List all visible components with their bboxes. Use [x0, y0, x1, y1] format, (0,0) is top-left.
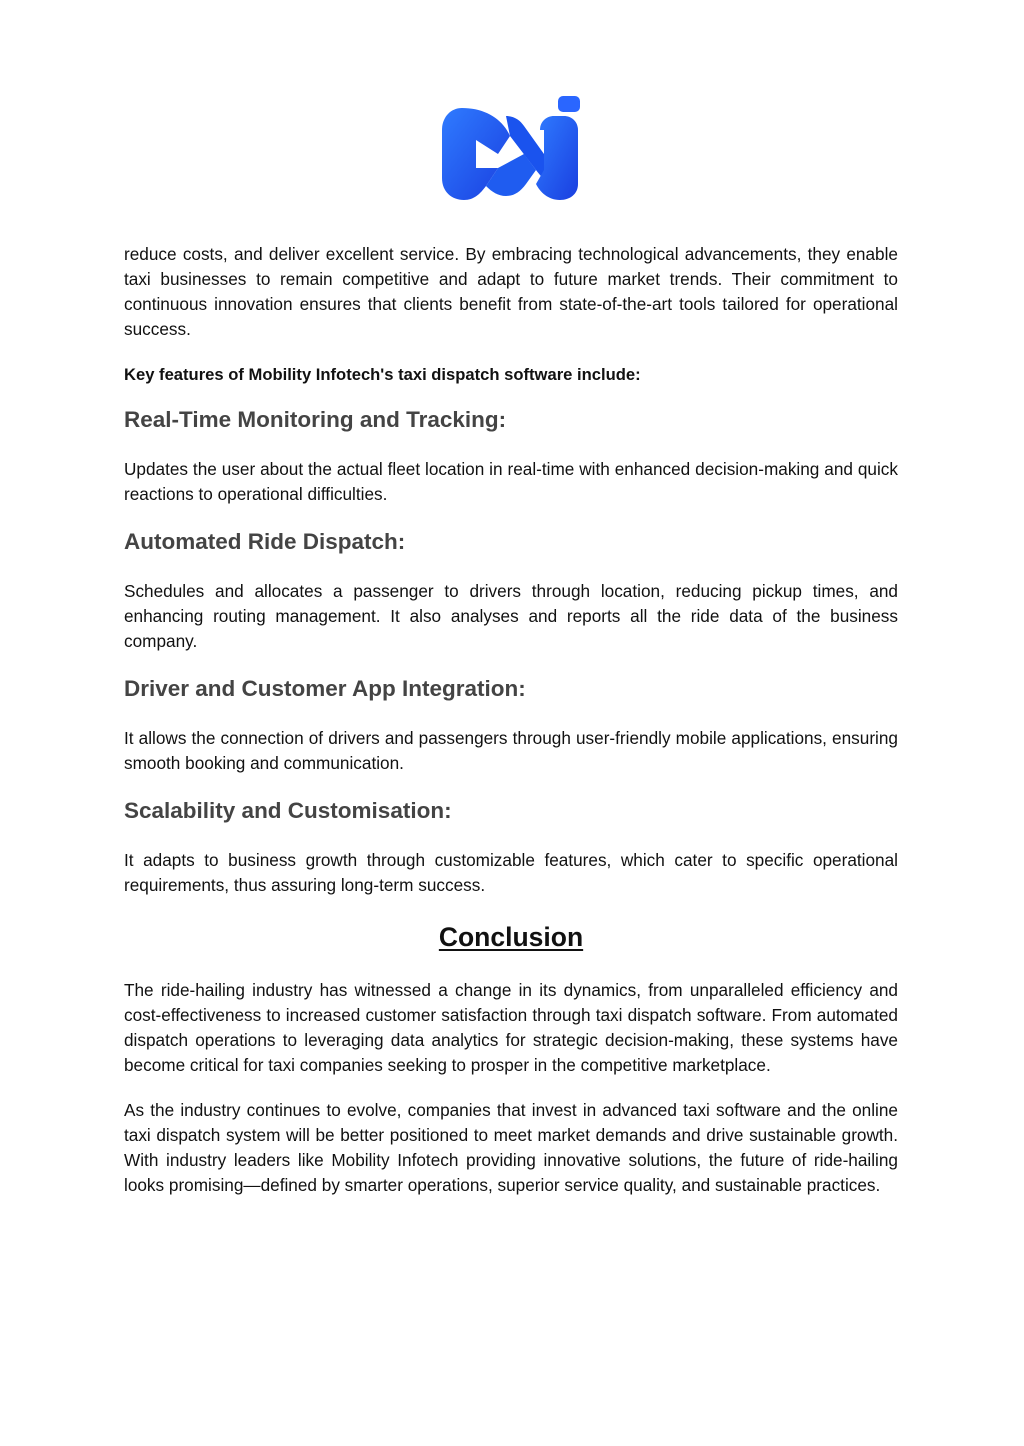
feature-title-app-integration: Driver and Customer App Integration:: [124, 676, 526, 701]
feature-text-real-time-monitoring: Updates the user about the actual fleet location in real-time with enhanced decision-making and quick reactions to operational difficulties.: [124, 459, 898, 504]
feature-text-scalability: It adapts to business growth through customizable features, which cater to specific operational requirements, thus assuring long-term success.: [124, 850, 898, 895]
conclusion-paragraph-1: The ride-hailing industry has witnessed a change in its dynamics, from unparalleled efficiency and cost-effectiveness to increased customer satisfaction through taxi dispatch software. From automated dispatch operations to leveraging data analytics for strategic decision-making, these systems have become critical for taxi companies seeking to prosper in the competitive marketplace.: [124, 980, 898, 1075]
key-features-heading: Key features of Mobility Infotech's taxi dispatch software include:: [124, 365, 641, 384]
intro-paragraph: reduce costs, and deliver excellent service. By embracing technological advancements, they enable taxi businesses to remain competitive and adapt to future market trends. Their commitment to continuous innovation ensures that clients benefit from state-of-the-art tools tailored for operational success.: [124, 244, 898, 339]
company-logo: [440, 96, 582, 204]
feature-text-app-integration: It allows the connection of drivers and passengers through user-friendly mobile applications, ensuring smooth booking and communication.: [124, 728, 898, 773]
conclusion-heading: Conclusion: [438, 922, 584, 952]
feature-title-scalability: Scalability and Customisation:: [124, 798, 452, 823]
conclusion-paragraph-2: As the industry continues to evolve, companies that invest in advanced taxi software and the online taxi dispatch system will be better positioned to meet market demands and drive sustainable growth. With industry leaders like Mobility Infotech providing innovative solutions, the future of ride-hailing looks promising—defined by smarter operations, superior service quality, and sustainable practices.: [124, 1100, 898, 1195]
mobility-infotech-logo-icon: [440, 96, 582, 204]
feature-text-automated-ride-dispatch: Schedules and allocates a passenger to drivers through location, reducing pickup times, and enhancing routing management. It also analyses and reports all the ride data of the business company.: [124, 581, 898, 651]
document-content: [124, 242, 898, 1198]
feature-title-real-time-monitoring: Real-Time Monitoring and Tracking:: [124, 407, 507, 432]
feature-title-automated-ride-dispatch: Automated Ride Dispatch:: [124, 529, 406, 554]
